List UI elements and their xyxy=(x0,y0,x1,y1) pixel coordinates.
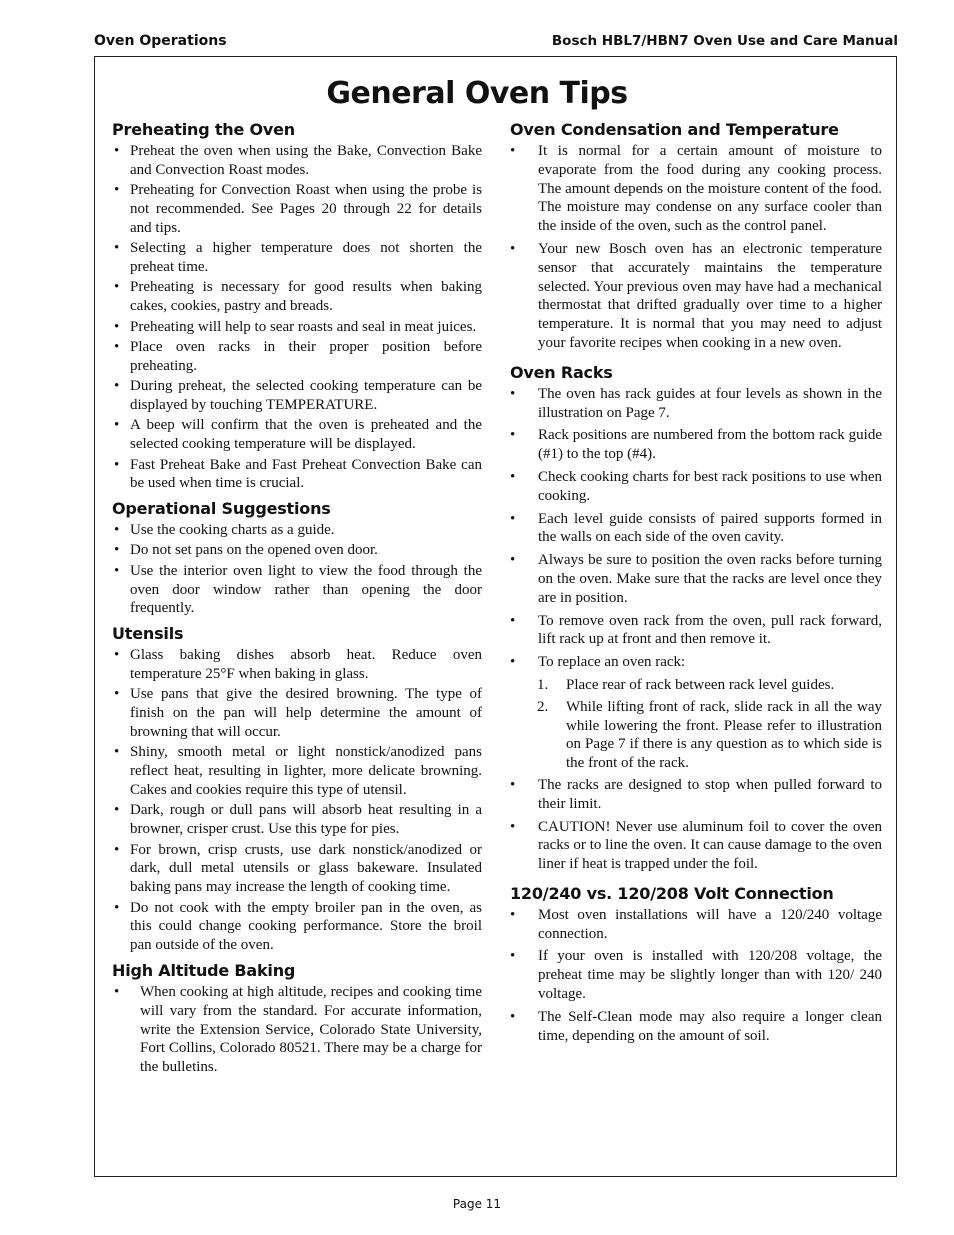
list-item: • A beep will confirm that the oven is preheated and the selected cooking temperature will be displayed. xyxy=(112,416,482,454)
list-item: • Preheating for Convection Roast when using the probe is not recommended. See Pages 20 through 22 for details and tips. xyxy=(112,181,482,237)
list-item: • Always be sure to position the oven racks before turning on the oven. Make sure that the racks are level once they are in position. xyxy=(510,551,882,607)
list-item: • Rack positions are numbered from the bottom rack guide (#1) to the top (#4). xyxy=(510,426,882,464)
step-text: Place rear of rack between rack level guides. xyxy=(566,676,835,693)
list-item: • Each level guide consists of paired supports formed in the walls on each side of the oven cavity. xyxy=(510,510,882,548)
list-replace-rack-steps xyxy=(510,676,882,773)
list-item: • For brown, crisp crusts, use dark nonstick/anodized or dark, dull metal utensils or glass bakeware. Insulated baking pans may increase the length of cooking time. xyxy=(112,841,482,897)
list-item: • Preheat the oven when using the Bake, Convection Bake and Convection Roast modes. xyxy=(112,142,482,180)
heading-high-altitude: High Altitude Baking xyxy=(112,960,296,980)
list-item: • Use pans that give the desired browning. The type of finish on the pan will help determine the amount of browning that will occur. xyxy=(112,685,482,741)
heading-operational-suggestions: Operational Suggestions xyxy=(112,499,331,519)
list-item: • Dark, rough or dull pans will absorb heat resulting in a browner, crisper crust. Use this type for pies. xyxy=(112,801,482,839)
list-item: • Fast Preheat Bake and Fast Preheat Convection Bake can be used when time is crucial. xyxy=(112,456,482,494)
step-text: While lifting front of rack, slide rack in all the way while lowering the front. Please refer to illustration on Page 7 if there is any question as to which side is the front of the rack. xyxy=(566,698,882,772)
list-item: • Use the interior oven light to view the food through the oven door window rather than opening the door frequently. xyxy=(112,562,482,618)
list-item: • Do not cook with the empty broiler pan in the oven, as this could change cooking performance. Store the broil pan outside of the oven. xyxy=(112,899,482,955)
list-item: • To replace an oven rack: xyxy=(510,653,882,672)
list-item: • Preheating is necessary for good results when baking cakes, cookies, pastry and breads. xyxy=(112,278,482,316)
heading-utensils: Utensils xyxy=(112,624,184,644)
heading-condensation: Oven Condensation and Temperature xyxy=(510,120,839,139)
left-column xyxy=(112,120,482,1079)
list-item: • Use the cooking charts as a guide. xyxy=(112,521,482,540)
list-high-altitude xyxy=(112,983,482,1077)
list-item: • Glass baking dishes absorb heat. Reduce oven temperature 25°F when baking in glass. xyxy=(112,646,482,684)
list-item: • Do not set pans on the opened oven door. xyxy=(112,541,482,560)
list-voltage xyxy=(510,906,882,1046)
list-item: • To remove oven rack from the oven, pull rack forward, lift rack up at front and then remove it. xyxy=(510,612,882,650)
page-number: Page 11 xyxy=(452,1197,502,1211)
list-item: • CAUTION! Never use aluminum foil to cover the oven racks or to line the oven. It can cause damage to the oven liner if heat is trapped under the foil. xyxy=(510,818,882,874)
heading-preheating: Preheating the Oven xyxy=(112,120,295,139)
list-item: • During preheat, the selected cooking temperature can be displayed by touching TEMPERATURE. xyxy=(112,377,482,415)
list-item: • Most oven installations will have a 120/240 voltage connection. xyxy=(510,906,882,944)
page-title: General Oven Tips xyxy=(326,76,628,111)
list-condensation xyxy=(510,142,882,353)
list-item: • Place oven racks in their proper position before preheating. xyxy=(112,338,482,376)
list-utensils xyxy=(112,646,482,955)
heading-voltage: 120/240 vs. 120/208 Volt Connection xyxy=(510,883,834,903)
list-item: • When cooking at high altitude, recipes and cooking time will vary from the standard. For accurate information, write the Extension Service, Colorado State University, Fort Collins, Colorado 80521. There may be a charge for the bulletins. xyxy=(112,983,482,1077)
list-item: • Selecting a higher temperature does not shorten the preheat time. xyxy=(112,239,482,277)
right-column xyxy=(510,120,882,1049)
header-manual-title: Bosch HBL7/HBN7 Oven Use and Care Manual xyxy=(551,33,898,49)
step-number: 1. xyxy=(537,676,549,693)
list-item: • Shiny, smooth metal or light nonstick/anodized pans reflect heat, resulting in lighter, more delicate browning. Cakes and cookies require this type of utensil. xyxy=(112,743,482,799)
list-item: • Check cooking charts for best rack positions to use when cooking. xyxy=(510,468,882,506)
step-item xyxy=(510,676,882,695)
list-item: • If your oven is installed with 120/208 voltage, the preheat time may be slightly longer than with 120/ 240 voltage. xyxy=(510,947,882,1003)
list-preheating xyxy=(112,142,482,493)
step-number: 2. xyxy=(537,698,549,715)
list-operational-suggestions xyxy=(112,521,482,618)
list-oven-racks xyxy=(510,385,882,672)
list-item: • The Self-Clean mode may also require a longer clean time, depending on the amount of soil. xyxy=(510,1008,882,1046)
list-oven-racks-continued xyxy=(510,776,882,874)
heading-oven-racks: Oven Racks xyxy=(510,362,613,382)
list-item: • Your new Bosch oven has an electronic temperature sensor that accurately maintains the temperature selected. Your previous oven may have had a mechanical thermostat that drifted gradually over time to a higher temperature. It is normal that you may need to adjust your favorite recipes when cooking in a new oven. xyxy=(510,240,882,353)
list-item: • Preheating will help to sear roasts and seal in meat juices. xyxy=(112,318,482,337)
header-section-title: Oven Operations xyxy=(94,33,227,49)
list-item: • The racks are designed to stop when pulled forward to their limit. xyxy=(510,776,882,814)
list-item: • It is normal for a certain amount of moisture to evaporate from the food during any cooking process. The amount depends on the moisture content of the food. The moisture may condense on any surface cooler than the inside of the oven, such as the control panel. xyxy=(510,142,882,236)
list-item: • The oven has rack guides at four levels as shown in the illustration on Page 7. xyxy=(510,385,882,423)
step-item xyxy=(510,698,882,773)
